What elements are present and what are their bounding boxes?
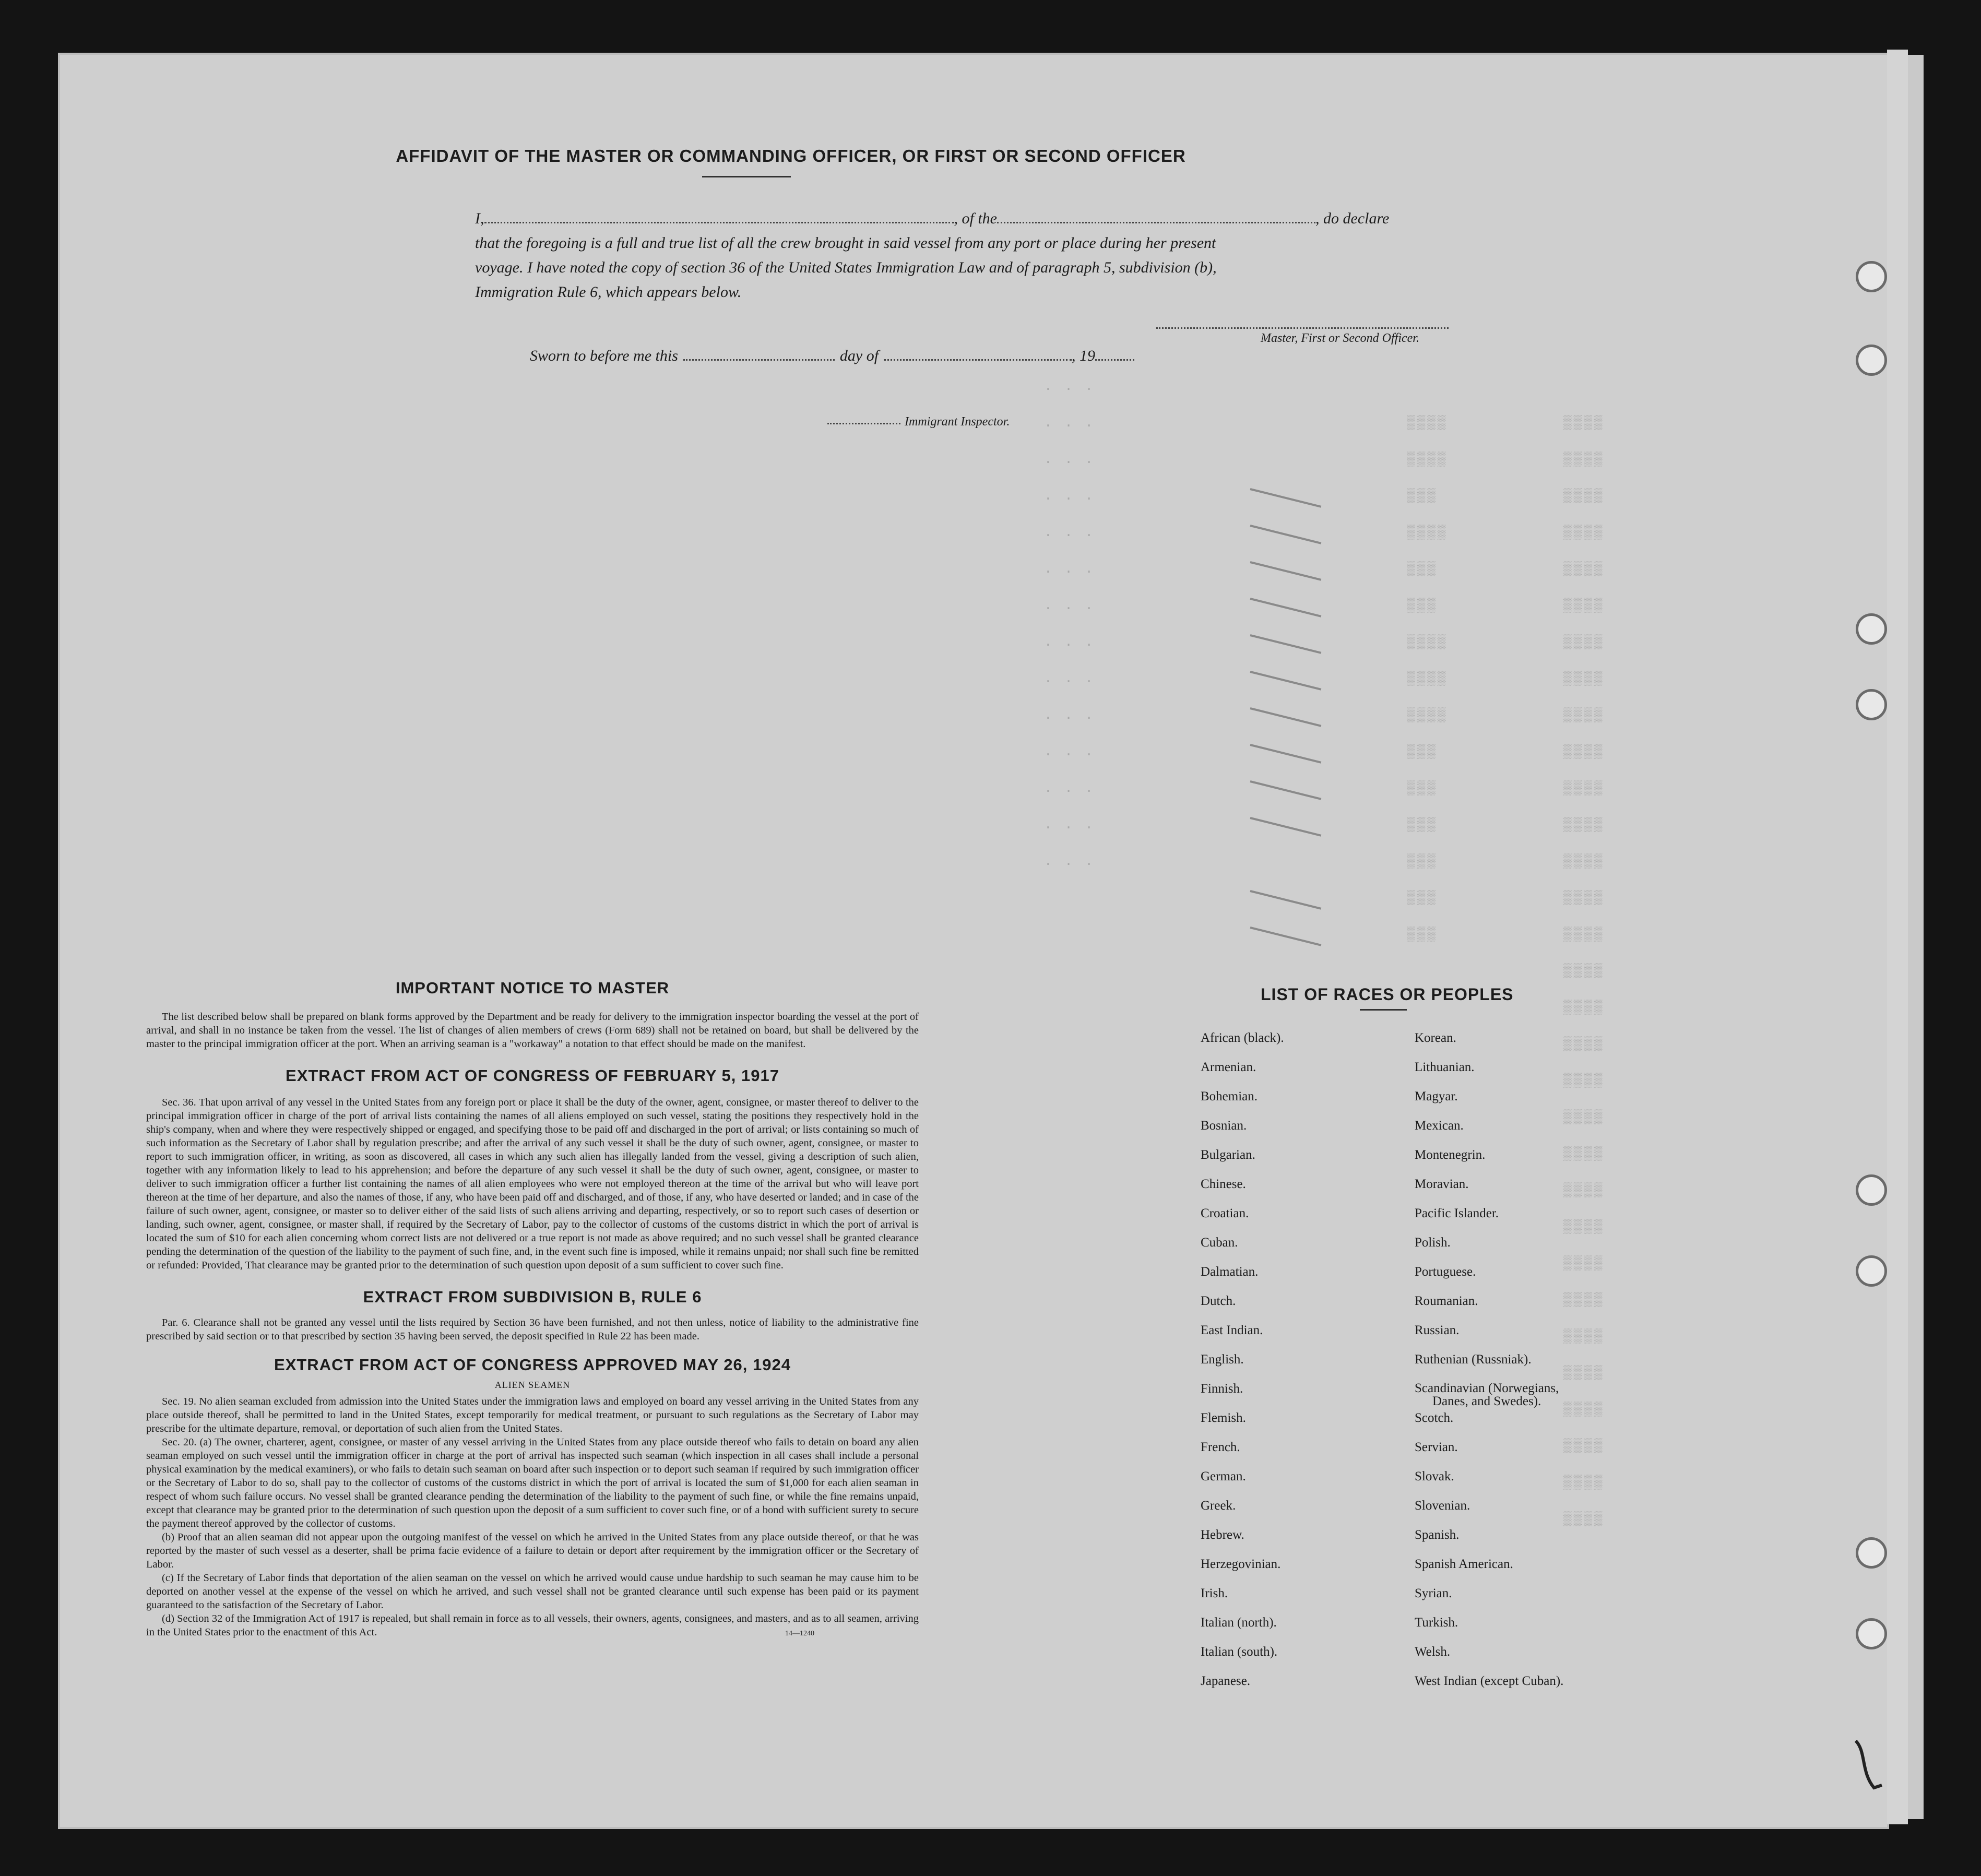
race-item-scandinavian: [1415, 1382, 1563, 1411]
check-mark: [1250, 525, 1322, 544]
extract-rule6-title: EXTRACT FROM SUBDIVISION B, RULE 6: [363, 1288, 702, 1306]
check-mark: [1250, 890, 1322, 910]
race-item: East Indian.: [1201, 1323, 1263, 1337]
inspector-label: Immigrant Inspector.: [905, 415, 1010, 429]
page-edge: [1908, 55, 1924, 1819]
race-item: Polish.: [1415, 1236, 1451, 1250]
handwritten-mark: [1850, 1736, 1887, 1798]
extract-1924-sec20b: (b) Proof that an alien seaman did not appear upon the outgoing manifest of the vessel on which he arrived in the United States from any place outside thereof, or that he was reported by the master of such vessel as a deserter, shall be prima facie evidence of a failure to detain or deport after requirement by the immigration officer or the Secretary of Labor.: [146, 1531, 919, 1570]
races-column-2: [1415, 1031, 1563, 1703]
race-item: Flemish.: [1201, 1411, 1246, 1425]
race-item: Cuban.: [1201, 1236, 1238, 1250]
race-item: Roumanian.: [1415, 1294, 1478, 1308]
check-mark: [1250, 671, 1322, 691]
race-item: Croatian.: [1201, 1206, 1249, 1220]
extract-1917-title: EXTRACT FROM ACT OF CONGRESS OF FEBRUARY 5, 1917: [286, 1066, 779, 1085]
vessel-field[interactable]: [997, 222, 1315, 223]
sworn-line: [530, 347, 1134, 365]
day-of-label: day of: [839, 347, 879, 364]
race-item: Montenegrin.: [1415, 1148, 1486, 1162]
race-item: Slovenian.: [1415, 1499, 1470, 1513]
extract-1924-sec20c: (c) If the Secretary of Labor finds that deportation of the alien seaman on the vessel on which he arrived would cause undue hardship to such seaman he may cause him to be deported on another vessel at the expense of the vessel on which he arrived, and such vessel shall not be granted clearance until such expense has been paid or its payment guaranteed to the satisfaction of the Secretary of Labor.: [146, 1572, 919, 1611]
affidavit-line-2: voyage. I have noted the copy of section 36 of the United States Immigration Law and of paragraph 5, subdivision (b),: [475, 259, 1217, 276]
legal-extracts: [146, 979, 919, 1638]
alien-seamen-subtitle: ALIEN SEAMEN: [494, 1380, 571, 1390]
race-item: Magyar.: [1415, 1089, 1458, 1103]
master-signature-line[interactable]: [1156, 327, 1449, 329]
sworn-day-field[interactable]: [683, 359, 835, 361]
punch-hole: [1856, 1537, 1887, 1569]
punch-hole: [1856, 261, 1887, 292]
bleed-through-text: ▒▒▒▒ ▒▒▒▒ ▒▒▒▒ ▒▒▒▒ ▒▒▒▒ ▒▒▒▒ ▒▒▒▒ ▒▒▒▒ ▒▒▒▒ ▒▒▒▒ ▒▒▒▒ ▒▒▒▒ ▒▒▒▒ ▒▒▒▒ ▒▒▒▒ ▒▒▒▒ ▒▒▒▒ ▒▒▒▒ ▒▒▒▒ ▒▒▒▒ ▒▒▒▒ ▒▒▒▒ ▒▒▒▒ ▒▒▒▒ ▒▒▒▒ ▒▒▒▒ ▒▒▒▒ ▒▒▒▒ ▒▒▒▒ ▒▒▒▒ ▒▒▒▒: [1563, 415, 1605, 1527]
race-item: Korean.: [1415, 1031, 1456, 1045]
affidavit-do-declare: , do declare: [1315, 210, 1390, 227]
race-item: French.: [1201, 1440, 1240, 1454]
page-edge: [1887, 50, 1908, 1824]
race-item: Servian.: [1415, 1440, 1458, 1454]
bleed-through-text: ▒▒▒▒ ▒▒▒▒ ▒▒▒ ▒▒▒▒ ▒▒▒ ▒▒▒ ▒▒▒▒ ▒▒▒▒ ▒▒▒▒ ▒▒▒ ▒▒▒ ▒▒▒ ▒▒▒ ▒▒▒ ▒▒▒: [1407, 415, 1448, 942]
race-item: German.: [1201, 1469, 1246, 1483]
race-item: Ruthenian (Russniak).: [1415, 1352, 1532, 1367]
sworn-label: Sworn to before me this: [530, 347, 678, 364]
race-item: Bohemian.: [1201, 1089, 1258, 1103]
race-item: Spanish.: [1415, 1528, 1460, 1542]
race-item: Herzegovinian.: [1201, 1557, 1281, 1571]
punch-hole: [1856, 1174, 1887, 1206]
extract-1924-title: EXTRACT FROM ACT OF CONGRESS APPROVED MAY 26, 1924: [274, 1356, 791, 1374]
race-item: Italian (south).: [1201, 1645, 1278, 1659]
race-item: Dalmatian.: [1201, 1265, 1259, 1279]
race-item: Scotch.: [1415, 1411, 1454, 1425]
check-mark: [1250, 817, 1322, 837]
check-mark: [1250, 744, 1322, 764]
race-item: Welsh.: [1415, 1645, 1451, 1659]
year-label: , 19: [1072, 347, 1096, 364]
affidavit-line-1: that the foregoing is a full and true list of all the crew brought in said vessel from any port or place during her present: [475, 234, 1216, 252]
race-item: Japanese.: [1201, 1674, 1251, 1688]
check-mark: [1250, 598, 1322, 618]
check-mark: [1250, 927, 1322, 946]
punch-hole: [1856, 613, 1887, 645]
race-item: Russian.: [1415, 1323, 1460, 1337]
race-item: Spanish American.: [1415, 1557, 1513, 1571]
affidavit-i: I,: [475, 210, 484, 227]
race-item: African (black).: [1201, 1031, 1284, 1045]
master-signature-label: Master, First or Second Officer.: [1261, 331, 1419, 345]
race-item: Mexican.: [1415, 1119, 1464, 1133]
race-item-continuation: Danes, and Swedes).: [1432, 1394, 1541, 1408]
race-item: West Indian (except Cuban).: [1415, 1674, 1564, 1688]
notice-text: The list described below shall be prepared on blank forms approved by the Department and be ready for delivery to the immigration inspector boarding the vessel at the port of arrival, and shall in no instance be taken from the vessel. The list of changes of alien members of crews (Form 689) shall not be retained on board, but shall be delivered by the master to the principal immigration officer at the port. When an arriving seaman is a "workaway" a notation to that effect should be made on the manifest.: [146, 1011, 919, 1050]
extract-1924-sec20a: Sec. 20. (a) The owner, charterer, agent, consignee, or master of any vessel arriving in the United States from any place outside thereof who fails to detain on board any alien seaman employed on such vessel until the immigration officer in charge at the port of arrival has inspected such seaman (which inspection in all cases shall include a personal physical examination by the medical examiners), or who fails to detain such seaman on board after such inspection or to deport such seaman if required by such immigration officer or the Secretary of Labor to do so, shall pay to the collector of customs of the customs district in which the port of arrival is located the sum of $1,000 for each alien seaman in respect of whom such failure occurs. No vessel shall be granted clearance pending the determination of the liability to the payment of such fine, or while the fine remains unpaid, except that clearance may be granted prior to the determination of such question upon the deposit of a sum sufficient to cover such fine, or of a bond with sufficient surety to secure the payment thereof approved by the collector of customs.: [146, 1436, 919, 1529]
document-page: [60, 55, 1887, 1827]
affidavit-of-the: , of the: [954, 210, 997, 227]
affidavit-body: [475, 206, 1451, 304]
race-item: Finnish.: [1201, 1382, 1243, 1396]
race-item: Irish.: [1201, 1586, 1228, 1600]
name-field[interactable]: [484, 222, 954, 223]
punch-hole: [1856, 1618, 1887, 1649]
punch-hole: [1856, 345, 1887, 376]
race-item: Pacific Islander.: [1415, 1206, 1499, 1220]
race-item: English.: [1201, 1352, 1244, 1367]
race-item: Greek.: [1201, 1499, 1236, 1513]
race-item: Scandinavian (Norwegians,: [1415, 1381, 1559, 1395]
inspector-signature-line[interactable]: [827, 423, 900, 424]
race-item: Portuguese.: [1415, 1265, 1476, 1279]
race-item: Bosnian.: [1201, 1119, 1247, 1133]
races-title: LIST OF RACES OR PEOPLES: [1261, 985, 1514, 1004]
race-item: Slovak.: [1415, 1469, 1454, 1483]
race-item: Lithuanian.: [1415, 1060, 1475, 1074]
race-item: Turkish.: [1415, 1616, 1458, 1630]
races-title-rule: [1360, 1009, 1407, 1011]
race-item: Dutch.: [1201, 1294, 1236, 1308]
race-item: Chinese.: [1201, 1177, 1246, 1191]
extract-1917-text: Sec. 36. That upon arrival of any vessel in the United States from any foreign port or place it shall be the duty of the owner, agent, consignee, or master thereof to deliver to the principal immigration officer in charge of the port of arrival lists containing the names of all aliens employed on such vessel, stating the positions they respectively hold in the ship's company, when and where they were respectively shipped or engaged, and specifying those to be paid off and discharged in the port of arrival; or lists containing so much of such information as the Secretary of Labor shall by regulation prescribe; and after the arrival of any such vessel it shall be the duty of such owner, agent, consignee, or master to report to such immigration officer, in writing, as soon as discovered, all cases in which any such alien has illegally landed from the vessel, giving a description of such alien, together with any information likely to lead to his apprehension; and before the departure of any such vessel it shall be the duty of such owner, agent, consignee, or master to deliver to such immigration officer a further list containing the names of all alien employees who were not employed thereon at the time of the arrival but who will leave port thereon at the time of her departure, and also the names of those, if any, who have been paid off and discharged, and of those, if any, who have deserted or landed; and in case of the failure of such owner, agent, consignee, or master so to deliver either of the said lists of such aliens arriving and departing, respectively, or so to report such cases of desertion or landing, such owner, agent, consignee, or master shall, if required by the Secretary of Labor, pay to the collector of customs of the customs district in which the port of arrival is located the sum of $10 for each alien concerning whom correct lists are not delivered or a true report is not made as above required; and no such vessel shall be granted clearance pending the determination of the question of the liability to the payment of such fine, and, in the event such fine is imposed, while it remains unpaid; nor shall such fine be remitted or refunded: Provided, That clearance may be granted prior to the determination of such question upon deposit of a sum sufficient to cover such fine.: [146, 1097, 919, 1271]
form-number: 14—1240: [785, 1630, 814, 1637]
race-item: Syrian.: [1415, 1586, 1452, 1600]
check-mark: [1250, 780, 1322, 800]
check-mark: [1250, 707, 1322, 727]
races-column-1: [1201, 1031, 1284, 1703]
sworn-month-field[interactable]: [884, 359, 1072, 361]
race-item: Armenian.: [1201, 1060, 1256, 1074]
race-item: Hebrew.: [1201, 1528, 1244, 1542]
race-item: Moravian.: [1415, 1177, 1469, 1191]
check-mark: [1250, 634, 1322, 654]
extract-1924-sec20d: (d) Section 32 of the Immigration Act of 1917 is repealed, but shall remain in force as to all vessels, their owners, agents, consignees, and masters, and as to all seamen, arriving in the United States prior to the enactment of this Act.: [146, 1613, 919, 1638]
race-item: Italian (north).: [1201, 1616, 1277, 1630]
punch-hole: [1856, 1255, 1887, 1287]
check-mark: [1250, 488, 1322, 508]
sworn-year-field[interactable]: [1095, 359, 1134, 361]
race-item: Bulgarian.: [1201, 1148, 1255, 1162]
title-rule: [702, 176, 791, 177]
extract-1924-sec19: Sec. 19. No alien seaman excluded from admission into the United States under the immigration laws and employed on board any vessel arriving in the United States from any place outside thereof, shall be permitted to land in the United States, except temporarily for medical treatment, or pursuant to such regulations as the Secretary of Labor may prescribe for the ultimate departure, removal, or deportation of such alien from the United States.: [146, 1396, 919, 1434]
affidavit-title: AFFIDAVIT OF THE MASTER OR COMMANDING OFFICER, OR FIRST OR SECOND OFFICER: [396, 146, 1186, 165]
check-mark: [1250, 561, 1322, 581]
notice-title: IMPORTANT NOTICE TO MASTER: [395, 979, 670, 997]
punch-hole: [1856, 689, 1887, 720]
extract-rule6-text: Par. 6. Clearance shall not be granted any vessel until the lists required by Section 36 have been furnished, and not then unless, notice of liability to the administrative fine prescribed by said section or to that prescribed by section 35 having been served, the deposit specified in Rule 22 has been made.: [146, 1317, 919, 1342]
affidavit-line-3: Immigration Rule 6, which appears below.: [475, 283, 742, 301]
bleed-through-text: . . . . . . . . . . . . . . . . . . . . . . . . . . . . . . . . . . . . . . . . . .: [1044, 378, 1096, 869]
